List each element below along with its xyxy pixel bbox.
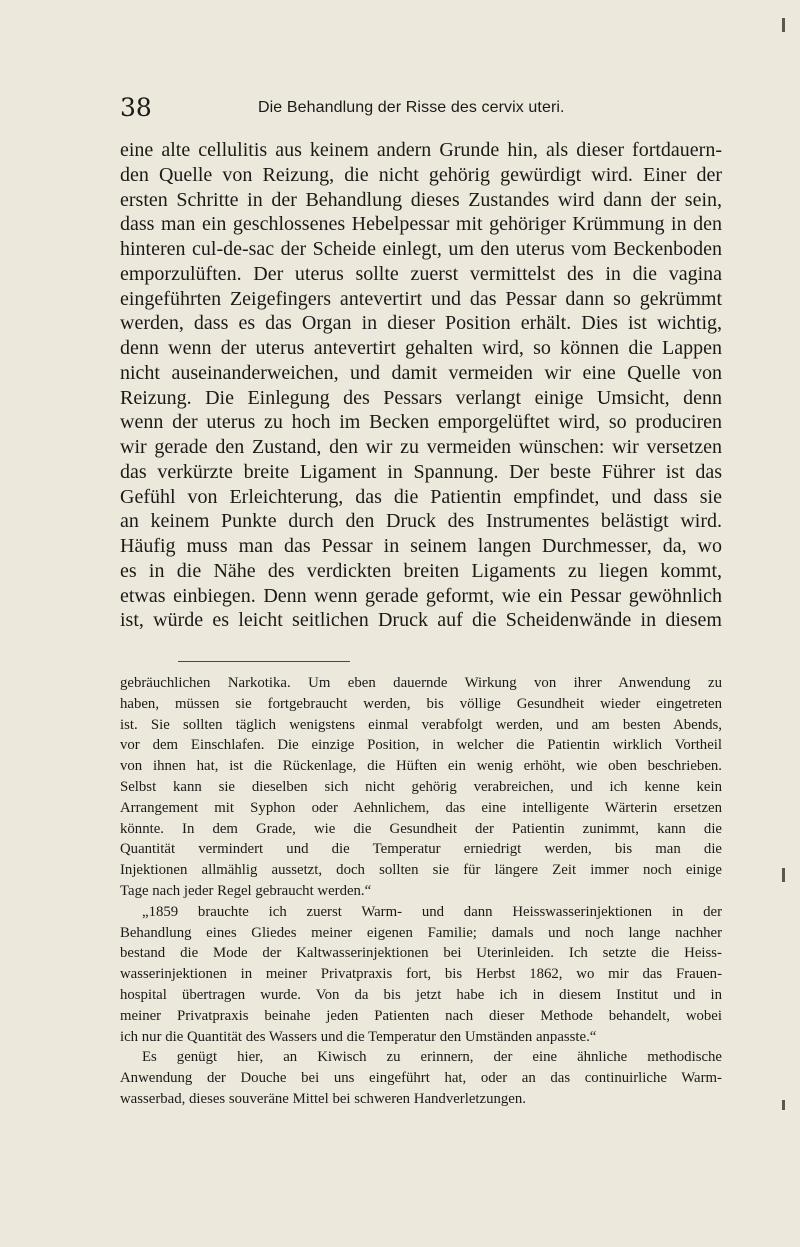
text-line: werden, dass es das Organ in dieser Position erhält. Dies ist wichtig,	[120, 312, 722, 335]
footnote-line: könnte. In dem Grade, wie die Gesundheit der Patientin zunimmt, kann die	[120, 820, 722, 837]
footnote-line: gebräuchlichen Narkotika. Um eben dauernde Wirkung von ihrer Anwendung zu	[120, 675, 722, 691]
scan-mark	[782, 18, 785, 32]
footnote-divider	[178, 661, 350, 662]
footnote	[120, 673, 722, 1110]
text-line: Reizung. Die Einlegung des Pessars verlangt einige Umsicht, denn	[120, 386, 722, 409]
text-line: wenn der uterus zu hoch im Becken emporgelüftet wird, so produciren	[120, 411, 722, 434]
main-text	[120, 138, 722, 633]
footnote-line: bestand die Mode der Kaltwasserinjektionen bei Uterinleiden. Ich setzte die Heiss-	[120, 945, 722, 962]
footnote-line: Tage nach jeder Regel gebraucht werden.“	[120, 882, 372, 899]
footnote-line: haben, müssen sie fortgebraucht werden, bis völlige Gesundheit wieder eingetreten	[120, 695, 722, 712]
text-line: Gefühl von Erleichterung, das die Patientin empfindet, und dass sie	[120, 485, 722, 508]
text-line: nicht auseinanderweichen, und damit vermeiden wir eine Quelle von	[120, 361, 722, 384]
footnote-line: von ihnen hat, ist die Rückenlage, die Hüften ein wenig erhöht, wie oben beschrieben.	[120, 758, 722, 775]
footnote-line: „1859 brauchte ich zuerst Warm- und dann Heisswasserinjektionen in der	[142, 903, 722, 920]
footnote-line: meiner Privatpraxis beinahe jeden Patienten nach dieser Methode behandelt, wobei	[120, 1007, 722, 1024]
footnote-line: Anwendung der Douche bei uns eingeführt hat, oder an das continuirliche Warm-	[120, 1070, 722, 1087]
footnote-line: Quantität vermindert und die Temperatur erniedrigt werden, bis man die	[120, 841, 722, 858]
footnote-line: ist. Sie sollten täglich wenigstens einmal verabfolgt werden, und am besten Abends,	[120, 716, 722, 733]
text-line: eingeführten Zeigefingers antevertirt und das Pessar dann so gekrümmt	[120, 287, 722, 310]
footnote-line: Arrangement mit Syphon oder Aehnlichem, das eine intelligente Wärterin ersetzen	[120, 799, 722, 816]
footnote-line: Es genügt hier, an Kiwisch zu erinnern, der eine ähnliche methodische	[142, 1049, 722, 1066]
footnote-line: vor dem Einschlafen. Die einzige Position, in welcher die Patientin wirklich Vortheil	[120, 737, 722, 754]
running-title: Die Behandlung der Risse des cervix uteri.	[258, 99, 565, 116]
scan-mark	[782, 1100, 785, 1110]
text-line: etwas einbiegen. Denn wenn gerade geformt, wie ein Pessar gewöhnlich	[120, 584, 722, 607]
text-line: es in die Nähe des verdickten breiten Ligaments zu liegen kommt,	[120, 559, 722, 582]
text-line: hinteren cul-de-sac der Scheide einlegt, um den uterus vom Beckenboden	[120, 238, 722, 260]
text-line: denn wenn der uterus antevertirt gehalten wird, so können die Lappen	[120, 337, 722, 359]
footnote-line: Injektionen allmählig aussetzt, doch sollten sie für längere Zeit immer noch einige	[120, 862, 722, 879]
text-line: an keinem Punkte durch den Druck des Instrumentes belästigt wird.	[120, 510, 722, 533]
footnote-line: ich nur die Quantität des Wassers und die Temperatur den Umständen anpasste.“	[120, 1028, 597, 1045]
text-line: emporzulüften. Der uterus sollte zuerst vermittelst des in die vagina	[120, 262, 722, 285]
text-line: das verkürzte breite Ligament in Spannung. Der beste Führer ist das	[120, 460, 722, 483]
text-line: dass man ein geschlossenes Hebelpessar mit gehöriger Krümmung in den	[120, 213, 722, 236]
footnote-line: Behandlung eines Gliedes meiner eigenen Familie; damals und noch lange nachher	[120, 924, 722, 941]
scan-mark	[782, 868, 785, 882]
text-line: Häufig muss man das Pessar in seinem langen Durchmesser, da, wo	[120, 535, 722, 557]
footnote-line: Selbst kann sie dieselben sich nicht gehörig verabreichen, und ich kenne kein	[120, 778, 722, 795]
text-line: wir gerade den Zustand, den wir zu vermeiden wünschen: wir versetzen	[120, 436, 722, 458]
footnote-line: wasserinjektionen in meiner Privatpraxis fort, bis Herbst 1862, wo mir das Frauen-	[120, 966, 722, 983]
footnote-line: hospital übertragen wurde. Von da bis jetzt habe ich in diesem Institut und in	[120, 986, 722, 1003]
text-line: ersten Schritte in der Behandlung dieses Zustandes wird dann der sein,	[120, 188, 722, 211]
footnote-line: wasserbad, dieses souveräne Mittel bei schweren Handverletzungen.	[120, 1090, 526, 1107]
text-line: eine alte cellulitis aus keinem andern Grunde hin, als dieser fortdauern-	[120, 139, 722, 161]
page-header	[0, 88, 800, 128]
text-line: ist, würde es leicht seitlichen Druck auf die Scheidenwände in diesem	[120, 609, 722, 632]
page-number: 38	[120, 93, 152, 122]
text-line: den Quelle von Reizung, die nicht gehörig gewürdigt wird. Einer der	[120, 163, 722, 186]
